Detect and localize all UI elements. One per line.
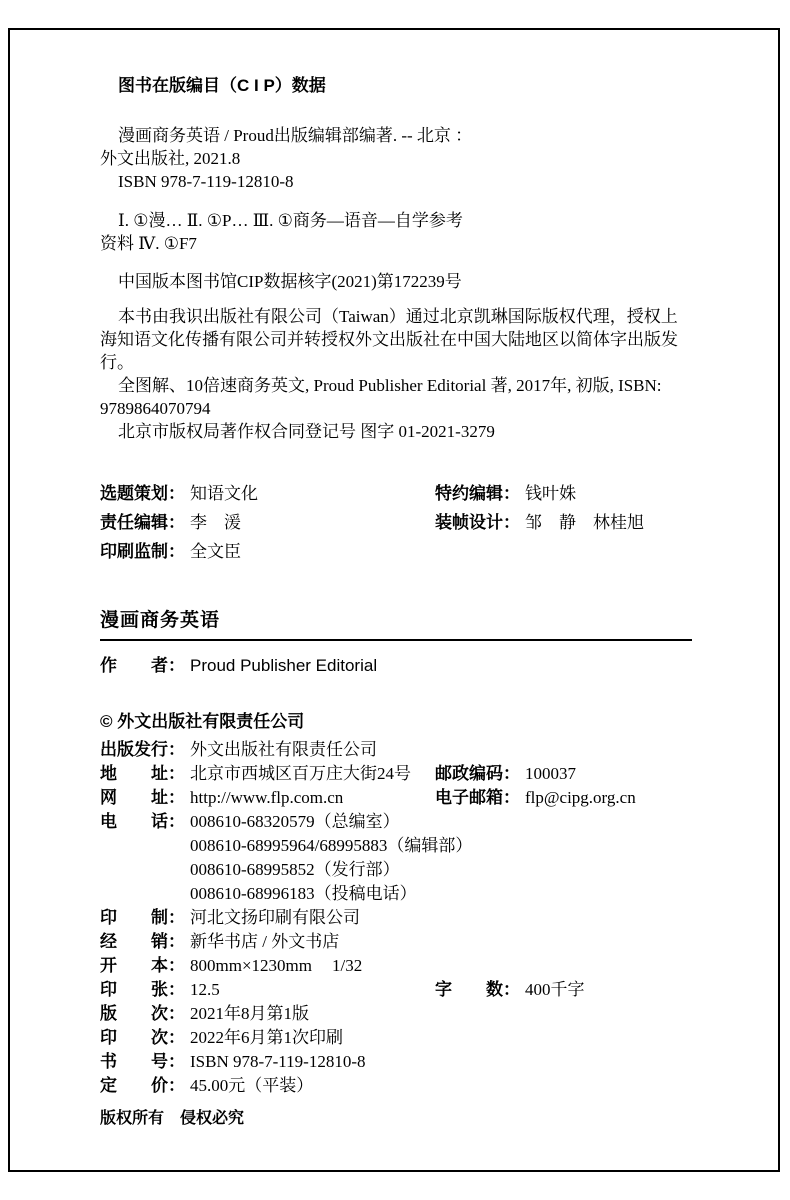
isbn-value: ISBN 978-7-119-12810-8 [190,1052,366,1071]
wordcount-label: 字 数： [435,980,520,999]
price-label: 定 价： [100,1076,185,1095]
copyright-notice: 版权所有 侵权必究 [100,1110,245,1127]
address-value: 北京市西城区百万庄大街24号 [190,764,411,783]
credit-value: 李 湲 [190,513,241,532]
credit-value: 全文臣 [190,542,241,561]
author-value: Proud Publisher Editorial [190,656,378,675]
credit-label: 责任编辑： [100,513,185,532]
cip-classification-line1: Ⅰ. ①漫… Ⅱ. ①P… Ⅲ. ①商务—语音—自学参考 [118,211,463,230]
phone-row-4 [100,882,692,906]
license-block [100,305,692,443]
credit-col2 [435,479,576,508]
format-row [100,954,692,978]
format-label: 开 本： [100,956,185,975]
address-label: 地 址： [100,764,185,783]
phone-value: 008610-68996183（投稿电话） [190,884,417,903]
isbn-label: 书 号： [100,1052,185,1071]
book-title-block [100,610,692,678]
credit-row [100,508,692,537]
impression-row [100,1026,692,1050]
credit-col2 [435,508,644,537]
page-content [100,28,692,1131]
printer-value: 河北文扬印刷有限公司 [190,908,360,927]
credit-row [100,537,692,566]
email-col [435,786,636,810]
cip-isbn-line: ISBN 978-7-119-12810-8 [118,172,294,191]
email-label: 电子邮箱： [435,788,520,807]
sheets-label: 印 张： [100,980,185,999]
phone-label: 电 话： [100,812,185,831]
email-value: flp@cipg.org.cn [525,788,636,807]
publisher-value: 外文出版社有限责任公司 [190,740,377,759]
phone-value: 008610-68995964/68995883（编辑部） [190,836,473,855]
phone-value: 008610-68995852（发行部） [190,860,400,879]
postcode-label: 邮政编码： [435,764,520,783]
original-edition-paragraph: 全图解、10倍速商务英文, Proud Publisher Editorial 著, 2017年, 初版, ISBN: 9789864070794 [100,376,662,418]
sheets-value: 12.5 [190,980,220,999]
credit-label: 选题策划： [100,484,185,503]
printer-row [100,906,692,930]
publisher-row [100,738,692,762]
credit-label: 特约编辑： [435,484,520,503]
license-paragraph: 本书由我识出版社有限公司（Taiwan）通过北京凯琳国际版权代理，授权上海知语文化传播有限公司并转授权外文出版社在中国大陆地区以简体字出版发行。 [100,307,678,372]
price-row [100,1074,692,1098]
credit-value: 知语文化 [190,484,258,503]
cip-publisher-line: 外文出版社, 2021.8 [100,149,241,168]
impression-value: 2022年6月第1次印刷 [190,1028,343,1047]
printer-label: 印 制： [100,908,185,927]
website-value: http://www.flp.com.cn [190,788,344,807]
phone-row [100,810,692,834]
cip-header: 图书在版编目（C I P）数据 [118,76,326,95]
cip-registry-line: 中国版本图书馆CIP数据核字(2021)第172239号 [118,272,462,291]
credit-value: 钱叶姝 [525,484,576,503]
credit-value: 邹 静 林桂旭 [525,513,644,532]
copyright-line: © 外文出版社有限责任公司 [100,712,305,731]
isbn-row [100,1050,692,1074]
title-divider [100,639,692,641]
website-label: 网 址： [100,788,185,807]
cip-block [100,124,692,193]
edition-row [100,1002,692,1026]
postcode-col [435,762,576,786]
cip-classification-line2: 资料 Ⅳ. ①F7 [100,234,197,253]
publication-info [100,710,692,1098]
publisher-label: 出版发行： [100,740,185,759]
distributor-row [100,930,692,954]
postcode-value: 100037 [525,764,576,783]
edition-label: 版 次： [100,1004,185,1023]
phone-row-2 [100,834,692,858]
format-fraction: 1/32 [332,956,363,975]
book-title: 漫画商务英语 [100,610,221,631]
sheets-row [100,978,692,1002]
impression-label: 印 次： [100,1028,185,1047]
address-row [100,762,692,786]
distributor-label: 经 销： [100,932,185,951]
registration-paragraph: 北京市版权局著作权合同登记号 图字 01-2021-3279 [118,422,495,441]
edition-value: 2021年8月第1版 [190,1004,309,1023]
credits-section [100,479,692,566]
credit-label: 装帧设计： [435,513,520,532]
website-row [100,786,692,810]
price-value: 45.00元（平装） [190,1076,314,1095]
cip-title-line: 漫画商务英语 / Proud出版编辑部编著. -- 北京 ： [118,126,473,145]
cip-classification-block [100,209,692,255]
credit-row [100,479,692,508]
credit-label: 印刷监制： [100,542,185,561]
format-value: 800mm×1230mm [190,956,312,975]
phone-row-3 [100,858,692,882]
author-row [100,654,692,678]
author-label: 作 者： [100,656,185,675]
phone-value: 008610-68320579（总编室） [190,812,400,831]
distributor-value: 新华书店 / 外文书店 [190,932,340,951]
wordcount-value: 400千字 [525,980,585,999]
wordcount-col [435,978,585,1002]
